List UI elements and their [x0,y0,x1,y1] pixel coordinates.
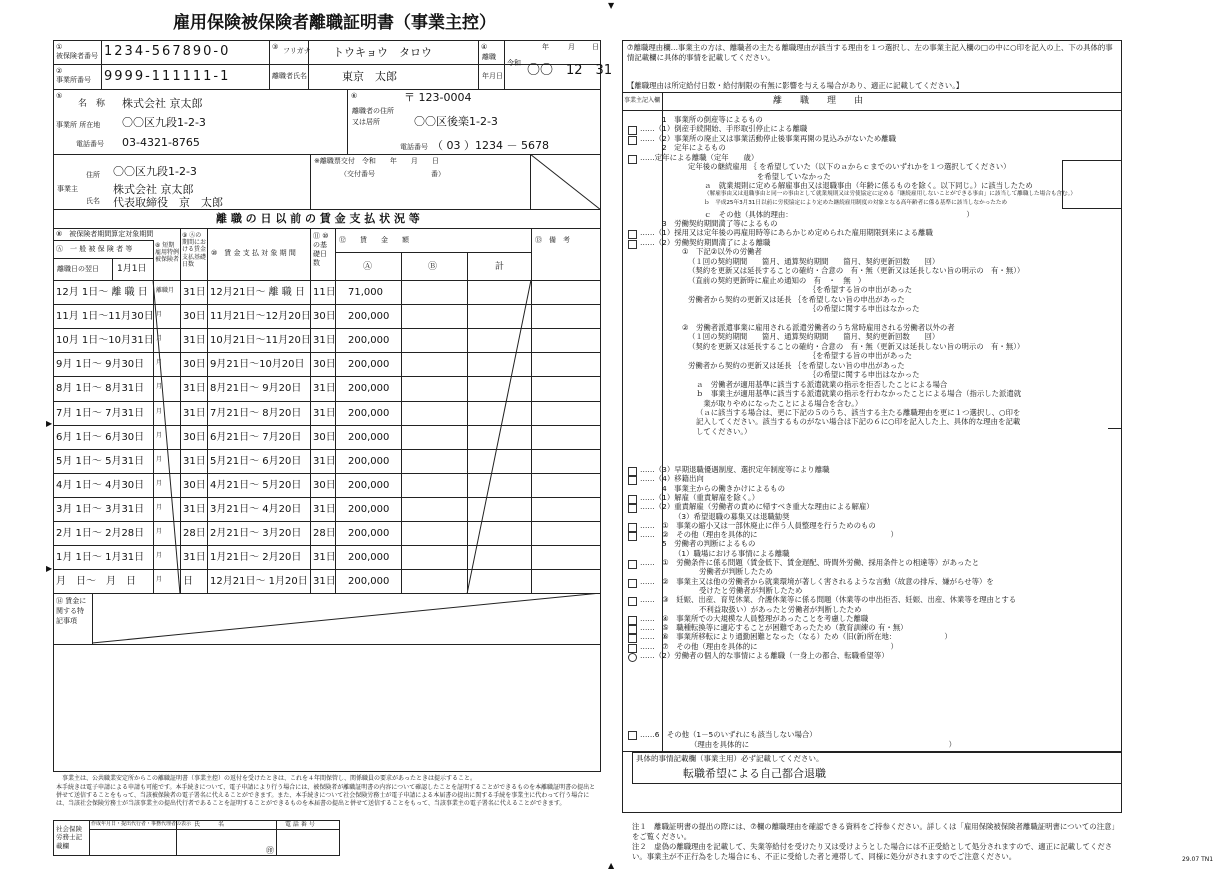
name-value: 東京 太郎 [342,70,397,83]
lines2-checkbox[interactable] [628,579,637,588]
wage-row-period-8b: 離職月 [156,287,175,294]
h13-label: ⑬ 備 考 [535,236,570,244]
wage-row-amount-a: 200,000 [348,528,390,539]
lines-line: ｂ 平成25年3月31日以前に労使協定により定めた継続雇用制度の対象となる高年齢者に係る基準に該当しなかったため [704,200,1008,207]
wage-row-period-10: 4月21日～ 5月20日 [210,479,302,491]
checkbox-6[interactable] [628,731,637,740]
office-no-label: 事業所番号 [56,76,91,84]
wage-row-days-11: 31日 [313,552,336,564]
lines-line: 3 労働契約期間満了等によるもの [662,218,778,228]
notes-2: 本手続きは電子申請による申請も可能です。本手続きについて、電子申請により行う場合には、被保険者が離職証明書の内容について確認したことを証明することができるものを本離職証明書の提出と併せて送信することをもって、当該被保険者の電子署名に代えることができます。また、本手続きについて社会保険労務士が電子申請による本届書の提出に関する手続を事業主に代わって行う場合には、当該社会保険労務士が当該事業主の提出代行者であることを証明することができるものを本届書の提出と併せて送信することをもって、当該事業主の電子署名に代えることができます。 [56,784,596,808]
lines-line: ……（2）労働契約期間満了による離職 [640,237,771,247]
wage-row-amount-a: 200,000 [348,431,390,443]
lines2-line: ……（2）労働者の個人的な事情による離職（一身上の都合、転職希望等） [640,651,889,660]
employer-representative: 代表取締役 京 太郎 [113,196,223,209]
wage-row-amount-a: 200,000 [348,479,390,491]
wage-row-period-8b: 月 [156,359,163,367]
reason-note: 【離職理由は所定給付日数・給付制限の有無に影響を与える場合があり、適正に記載してください。】 [627,81,964,90]
insured-no-label: 被保険者番号 [56,52,98,60]
lines-line: 1 事業所の倒産等によるもの [662,115,763,124]
lines-line: （直前の契約更新時に雇止め通知の 有 ・ 無 ） [688,275,866,285]
lines-line: ｛を希望する旨の申出があった [688,351,912,361]
lines2-line: …… ③ 妊娠、出産、育児休業、介護休業等に係る問題（休業等の申出拒否、妊娠、出産、休業等を理由とする [640,595,1017,605]
lines2-checkbox[interactable] [628,616,637,625]
wage-row-days-9: 30日 [183,359,206,371]
lines-line: してください。） [696,426,752,436]
lines2-checkbox[interactable] [628,476,637,485]
lines-line: （１回の契約期間 箇月、通算契約期間 箇月、契約更新回数 回） [688,332,940,342]
special-notes-label: ⑭ 賃金に関する特記事項 [56,597,87,625]
wage-row-days-9: 30日 [183,311,206,323]
lines-line: ｂ 事業主が適用基準に該当する派遣就業の指示を行わなかったことによる場合（指示した派遣就 [696,389,1022,399]
wage-row-amount-a: 200,000 [348,407,390,419]
lines2-checkbox[interactable] [628,560,637,569]
wage-row-days-11: 28日 [313,528,336,539]
wage-row-period-10: 10月21日～11月20日 [210,335,311,347]
wage-row-period-10: 6月21日～ 7月20日 [210,431,302,443]
h11-label: ⑪ ⑩の基礎日数 [313,232,329,268]
lines2-line: ……（1）解雇（重責解雇を除く。） [640,492,760,502]
lines-line: ａ 労働者が適用基準に該当する派遣就業の指示を拒否したことによる場合 [696,379,948,389]
day-label: 日 [592,43,599,51]
lines2-line: ……（4）移籍出向 [640,474,704,484]
lines-line: 労働者から契約の更新又は延長 ｛を希望しない旨の申出があった [688,294,905,304]
h10-label: ⑩ 賃 金 支 払 対 象 期 間 [211,249,296,257]
lines-line: （１回の契約期間 箇月、通算契約期間 箇月、契約更新回数 回） [688,256,940,266]
lines-line: ｛を希望する旨の申出があった [688,285,912,295]
wage-row-period-8b: 月 [156,576,163,584]
office-name-label: 名 称 [78,99,106,109]
footnote-2: 注２ 虚偽の離職理由を記載して、失業等給付を受けたり又は受けようとした場合には不正受給として処分されますので、適正に記載してください。事業主が不正行為をした場合にも、不正に受給した者と連帯して、同様に処分がされますのでご注意ください。 [632,842,1113,862]
insured-no-value: 1234-567890-0 [104,44,231,59]
lines-line: ａ 就業規則に定める解雇事由又は退職事由（年齢に係るものを除く。以下同じ。）に該当したため [704,181,1033,191]
lines-line: ｛の希望に関する申出はなかった [688,304,920,313]
lines2-line: （1）職場における事情による離職 [674,548,790,558]
lines-line: ……定年による離職（定年 歳） [640,152,759,162]
wage-row-period-10: 12月21日～ 1月20日 [210,576,308,588]
wage-row-period-8: 5月 1日～ 5月31日 [56,455,145,467]
wage-row-period-8b: 月 [156,431,163,439]
wage-row-days-9: 28日 [183,528,206,539]
lines-line: ……（2）事業所の廃止又は事業活動停止後事業再開の見込みがないため離職 [640,133,896,143]
wage-row-period-8: 7月 1日～ 7月31日 [56,407,145,419]
wage-row-period-8: 1月 1日～ 1月31日 [56,552,145,564]
h8b-label: ⑧ 短期雇用特例被保険者 [155,242,180,264]
lines-line: ｃ その他（具体的理由： ） [704,209,974,219]
lines-line: ｛の希望に関する申出はなかった [688,370,920,380]
sr-label: 社会保険労務士記載欄 [56,825,82,850]
wage-row-period-8b: 月 [156,407,163,415]
issue-sub: （交付番号 番） [340,170,445,178]
sr-col1: 作成年月日・提出代行者・事務代理者の表示 [91,821,192,827]
left-margin-arrow-1: ▶ [46,419,53,428]
wage-row-period-8: 12月 1日～ 離 職 日 [56,287,148,298]
wage-row-days-11: 31日 [313,576,336,588]
employer-addr-label: 住所 [86,171,100,179]
lines2-line: …… ② その他（理由を具体的に ） [640,530,898,540]
wage-row-days-11: 30日 [313,431,336,443]
worker-addr-value: 〇〇区後楽1-2-3 [414,115,498,128]
lines2-line: …… ⑦ その他（理由を具体的に ） [640,641,898,651]
month-label: 月 [568,43,575,51]
detail-value: 転職希望による自己都合退職 [683,767,826,780]
wage-row-period-10: 12月21日～ 離 職 日 [210,287,305,298]
lines-checkbox[interactable] [628,230,637,239]
wage-row-days-9: 日 [183,576,193,588]
bottom-arrow: ▲ [608,861,615,870]
wage-row-amount-a: 200,000 [348,576,390,588]
lines-line: 2 定年によるもの [662,143,726,153]
lines2-line: （3）希望退職の募集又は退職勧奨 [674,511,790,521]
wage-row-amount-a: 71,000 [348,287,383,298]
lines2-checkbox[interactable] [628,495,637,504]
h9-label: ⑨ Ⓐの期間における賃金支払基礎日数 [182,232,207,268]
wage-row-days-11: 31日 [313,503,336,515]
col-employer: 事業主記入欄 [624,97,661,104]
reason-header: ⑦離職理由欄…事業主の方は、離職者の主たる離職理由が該当する理由を１つ選択し、左の事業主記入欄の□の中に○印を記入の上、下の具体的事情記載欄に具体的事情を記載してください。 [627,43,1113,62]
wage-row-days-9: 31日 [183,503,206,515]
wage-row-days-9: 31日 [183,552,206,564]
sr-col2: 氏 名 [194,821,225,828]
lines2-line: 5 労働者の判断によるもの [662,539,756,549]
wage-row-period-10: 5月21日～ 6月20日 [210,455,302,467]
wage-row-period-10: 1月21日～ 2月20日 [210,552,302,564]
wage-row-days-9: 31日 [183,335,206,347]
h12a-label: Ⓐ [363,262,373,272]
wage-row-days-11: 31日 [313,335,336,347]
furigana-value: トウキョウ タロウ [333,46,432,59]
worker-addr-label: 離職者の住所又は居所 [352,107,394,127]
lines2-line: 不利益取扱い）があったと労働者が判断したため [662,604,862,614]
wage-row-period-8b: 月 [156,503,163,511]
special-notes-diagonal [92,593,601,645]
top-arrow: ▼ [608,1,615,10]
detail-label: 具体的事情記載欄（事業主用）必ず記載してください。 [636,754,824,763]
lines2-line: …… ② 事業主又は他の労働者から就業環境が著しく害されるような言動（故意の排斥、嫌がらせ等）を [640,576,994,586]
wage-row-period-8: 11月 1日～11月30日 [56,311,154,323]
leave-next-value: 1月1日 [117,264,147,274]
wage-row-amount-a: 200,000 [348,383,390,395]
wage-row-period-8b: 月 [156,528,163,535]
employer-company: 株式会社 京太郎 [113,183,194,196]
office-name-value: 株式会社 京太郎 [122,97,203,110]
wage-row-amount-a: 200,000 [348,503,390,515]
lines-line: （契約を更新又は延長することの確約・合意の 有・無（更新又は延長しない旨の明示の 有・無）） [688,341,1025,351]
col-reason: 離 職 理 由 [773,96,864,106]
lines-line: （ａに該当する場合は、更に下記の５のうち、該当する主たる離職理由を更に１つ選択し、○印を [696,407,1021,417]
lines-line: ② 労働者派遣事業に雇用される派遣労働者のうち常時雇用される労働者以外の者 [682,322,955,332]
worker-tel-label: 電話番号 [400,143,428,151]
lines2-checkbox[interactable] [628,625,637,634]
office-tel-value: 03-4321-8765 [122,136,200,149]
wage-section-title: 離 職 の 日 以 前 の 賃 金 支 払 状 況 等 [216,212,420,225]
lines2-line: 4 事業主からの働きかけによるもの [662,483,785,493]
worker-zip-value: 〒 123-0004 [404,91,472,104]
blank-area [53,644,601,772]
lines-checkbox[interactable] [628,155,637,164]
footnote-1: 注１ 離職証明書の提出の際には、⑦欄の離職理由を確認できる資料をご持参ください。詳しくは「雇用保険被保険者離職証明書についての注意」をご覧ください。 [632,822,1119,842]
h12-label: ⑫ 賃 金 額 [339,236,409,244]
employer-addr-value: 〇〇区九段1-2-3 [113,165,197,178]
office-addr-label: 事業所 所在地 [56,121,101,129]
lines2-checkbox[interactable] [628,634,637,643]
lines-checkbox[interactable] [628,136,637,145]
h12b-label: Ⓑ [428,262,438,272]
lines2-line: 労働者が判断したため [662,567,773,577]
wage-row-period-10: 2月21日～ 3月20日 [210,528,302,539]
wage-row-period-8b: 月 [156,383,163,391]
h8-label: ⑧ 被保険者期間算定対象期間 [56,230,154,238]
lines2-line: ……（2）重責解雇（労働者の責めに帰すべき重大な理由による解雇） [640,502,874,512]
wage-row-period-8b: 月 [156,311,163,319]
sr-col3: 電 話 番 号 [285,821,315,828]
wage-row-period-8: 6月 1日～ 6月30日 [56,431,145,443]
lines-line: ……（1）採用又は定年後の再雇用時等にあらかじめ定められた雇用期限到来による離職 [640,228,933,238]
wage-row-period-8: 3月 1日～ 3月31日 [56,503,145,515]
name-label: 離職者氏名 [272,72,307,80]
wage-row-period-8b: 月 [156,552,163,560]
wage-row-period-10: 7月21日～ 8月20日 [210,407,302,419]
wage-row-amount-a: 200,000 [348,359,390,371]
lines-line: 労働者から契約の更新又は延長 ｛を希望しない旨の申出があった [688,360,905,370]
lines2-line: …… ① 事業の縮小又は一部休廃止に伴う人員整理を行うためのもの [640,520,876,530]
lines2-checkbox[interactable] [628,597,637,606]
notes-1: 事業主は、公共職業安定所からこの離職証明書（事業主控）の返付を受けたときは、これを４年間保管し、関係職員の要求があったときは提示すること。 [62,775,476,782]
wage-row-amount-a: 200,000 [348,311,390,323]
wage-row-days-11: 30日 [313,359,336,371]
office-tel-label: 電話番号 [76,140,104,148]
furigana-label: フリガナ [283,47,311,55]
wage-row-period-8b: 月 [156,335,163,343]
wage-row-period-10: 9月21日～10月20日 [210,359,305,371]
leave-next-label: 離職日の翌日 [57,265,99,273]
employer-cross-line [530,154,601,210]
wage-row-days-9: 31日 [183,383,206,395]
lines2-line: …… ④ 事業所での大規模な人員整理があったことを考慮した離職 [640,613,869,623]
lines2-checkbox[interactable] [628,504,637,513]
wage-row-days-11: 30日 [313,311,336,323]
wage-row-period-8: 2月 1日～ 2月28日 [56,528,145,539]
wage-row-period-10: 11月21日～12月20日 [210,311,311,323]
reason-6-line: ……6 その他（1－5のいずれにも該当しない場合） [640,730,817,739]
h12c-label: 計 [495,262,505,272]
wage-row-period-8b: 月 [156,455,163,463]
wage-row-days-9: 31日 [183,287,206,298]
lines-line: （解雇事由又は退職事由と同一の事由として就業規則又は労使協定に定める「継続雇用しないことができる事由」に該当して離職した場合も含む。） [704,190,1076,197]
leave-label2: 年月日 [482,72,503,80]
form-title: 雇用保険被保険者離職証明書（事業主控） [173,13,496,33]
lines-line: ① 下記②以外の労働者 [682,247,762,257]
lines-checkbox[interactable] [628,126,637,135]
wage-row-days-11: 31日 [313,383,336,395]
issue-label: ※離職票交付 令和 年 月 日 [314,157,439,165]
employer-label: 事業主 [57,185,78,193]
h8a-label: Ⓐ 一 般 被 保 険 者 等 [56,245,133,253]
wage-row-amount-a: 200,000 [348,455,390,467]
wage-row-days-9: 31日 [183,455,206,467]
lines-line: ……（1）倒産手続開始、手形取引停止による離職 [640,124,808,134]
wage-row-period-10: 3月21日～ 4月20日 [210,503,302,515]
year-label: 年 [542,43,549,51]
seal-mark: ㊞ [266,846,274,855]
worker-tel-value: （ 03 ）1234 － 5678 [432,139,549,152]
lines2-checkbox[interactable] [628,467,637,476]
lines-line: 定年後の継続雇用 ｛ を希望していた（以下のａからｃまでのいずれかを１つ選択してください） [688,162,1011,172]
wage-diagonals [53,228,601,594]
lines2-checkbox[interactable] [628,523,637,532]
wage-row-period-8: 9月 1日～ 9月30日 [56,359,145,371]
lines2-line: 受けたと労働者が判断したため [662,585,803,595]
leave-label: 離職 [482,53,496,61]
wage-row-days-11: 31日 [313,455,336,467]
wage-row-amount-a: 200,000 [348,335,390,347]
lines2-line: …… ⑤ 職種転換等に適応することが困難であったため（教育訓練の 有・無） [640,623,908,633]
era-label: 令和 [507,59,521,67]
wage-row-days-9: 30日 [183,479,206,491]
form-code: 29.07 TN1 [1182,856,1214,863]
wage-row-period-8: 10月 1日～10月31日 [56,335,154,347]
lines2-checkbox[interactable] [628,644,637,653]
wage-row-period-8: 4月 1日～ 4月30日 [56,479,145,491]
lines-line: を希望していなかった [688,171,831,181]
wage-row-period-8b: 月 [156,479,163,487]
wage-row-period-8: 8月 1日～ 8月31日 [56,383,145,395]
office-no-value: 9999-111111-1 [104,69,231,84]
wage-row-amount-a: 200,000 [348,552,390,564]
wage-row-period-10: 8月21日～ 9月20日 [210,383,302,395]
lines2-line: ……（3）早期退職優遇制度、選択定年制度等により離職 [640,465,830,474]
lines2-line: …… ⑥ 事業所移転により通勤困難となった（なる）ため（旧(新)所在地： ） [640,632,952,642]
leave-date-value: 〇〇 12 31 [527,63,613,78]
lines2-checkbox[interactable] [628,653,637,662]
wage-row-period-8: 月 日～ 月 日 [56,576,136,588]
wage-row-days-9: 31日 [183,407,206,419]
lines2-checkbox[interactable] [628,532,637,541]
office-addr-value: 〇〇区九段1-2-3 [122,116,206,129]
lines-checkbox[interactable] [628,240,637,249]
wage-row-days-11: 30日 [313,479,336,491]
employer-name-label: 氏名 [86,197,100,205]
lines-line: （契約を更新又は延長することの確約・合意の 有・無（更新又は延長しない旨の明示の 有・無）） [688,266,1025,276]
lines-line: 記入してください。該当するものがない場合は下記の６に○印を記入した上、具体的な理由を記載 [696,417,1021,427]
wage-row-days-11: 31日 [313,407,336,419]
wage-row-days-11: 11日 [313,287,336,298]
lines-line: 業が取りやめになったことによる場合を含む。） [696,398,863,408]
lines2-line: …… ① 労働条件に係る問題（賃金低下、賃金遅配、時間外労働、採用条件との相違等）があったと [640,558,980,567]
reason-6-sub: （理由を具体的に ） [690,740,957,749]
left-margin-arrow-2: ▶ [46,564,53,573]
wage-row-days-9: 30日 [183,431,206,443]
